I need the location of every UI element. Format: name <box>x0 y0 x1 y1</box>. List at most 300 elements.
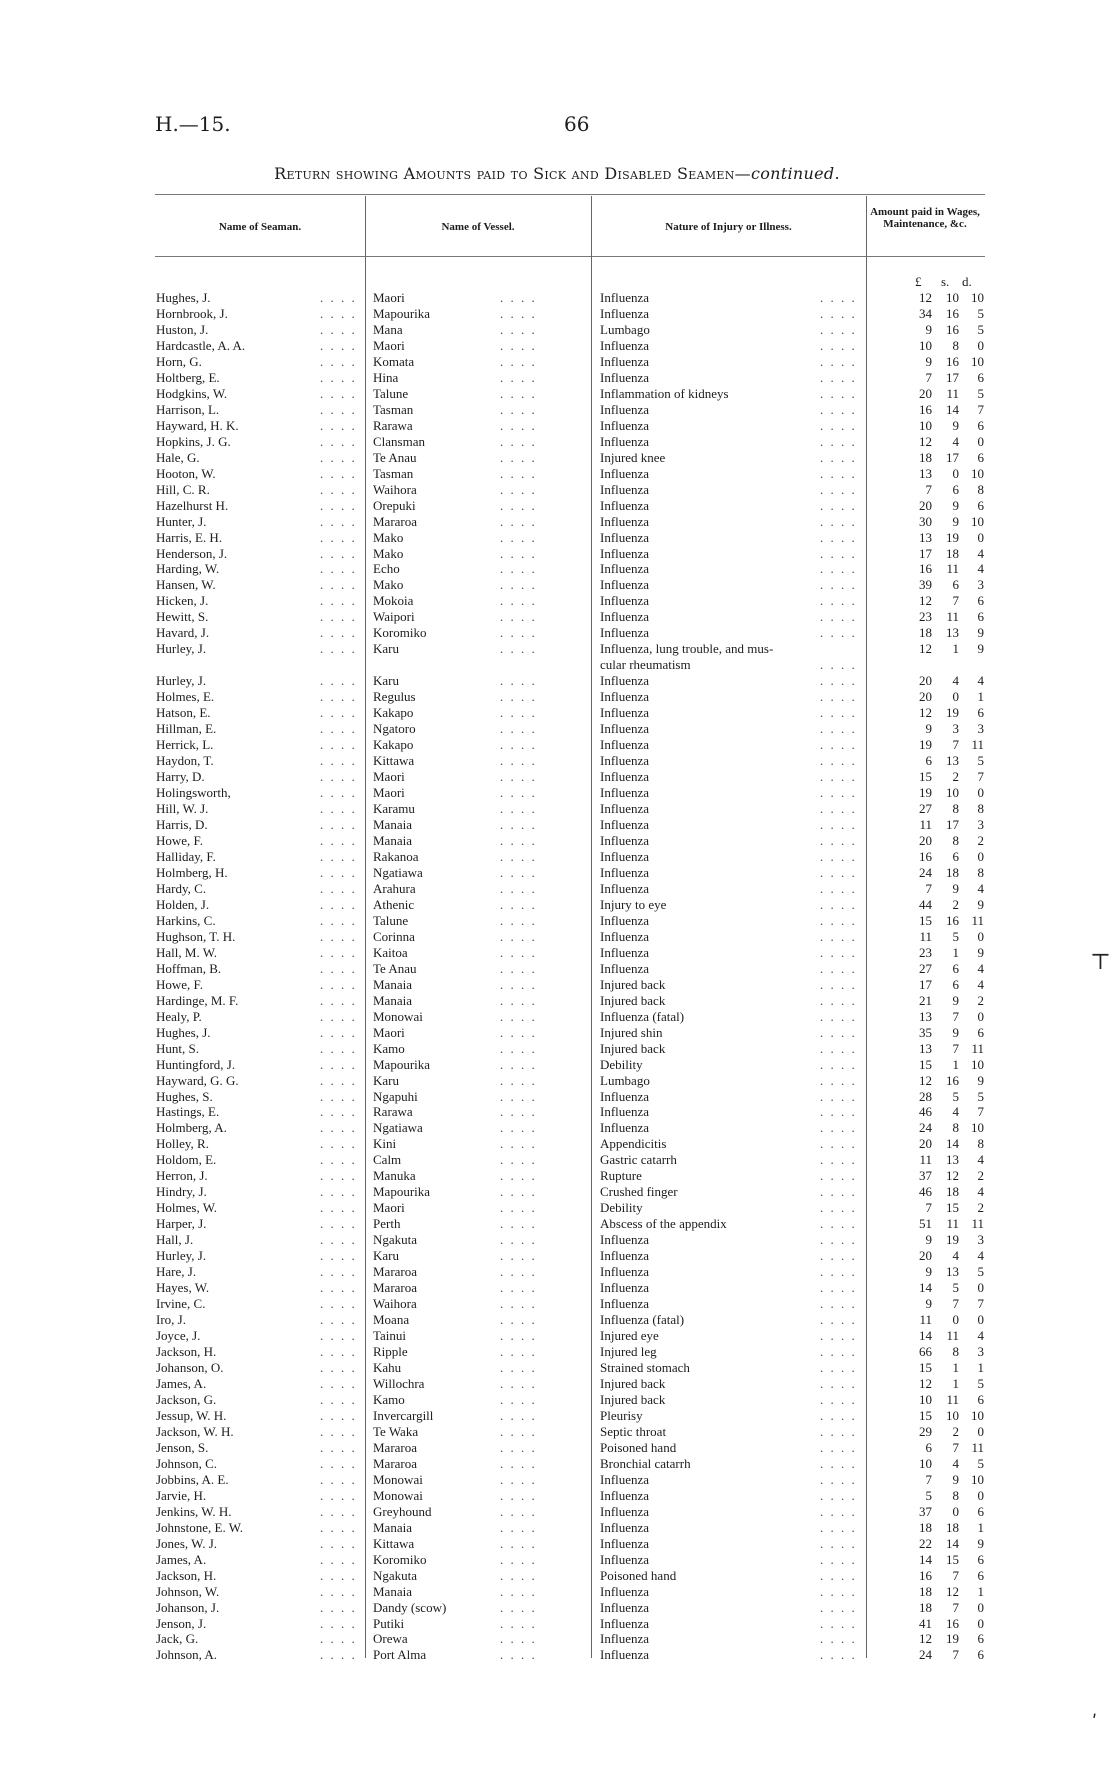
pence-value: 6 <box>977 1647 984 1662</box>
pounds-value: 12 <box>919 593 932 608</box>
leader-dots: . . . . <box>500 785 537 800</box>
injury-description: Influenza <box>600 673 650 688</box>
leader-dots: . . . . <box>500 1600 537 1615</box>
seaman-name: Hillman, E. <box>156 721 217 736</box>
vessel-name: Kahu <box>373 1360 402 1375</box>
leader-dots: . . . . <box>320 577 357 592</box>
vessel-name: Kakapo <box>373 737 414 752</box>
leader-dots: . . . . <box>500 977 537 992</box>
pence-value: 6 <box>977 498 984 513</box>
injury-description: Influenza <box>600 1104 650 1119</box>
seaman-name: Hale, G. <box>156 450 200 465</box>
injury-description: Bronchial catarrh <box>600 1456 691 1471</box>
pence-heading: d. <box>962 274 972 289</box>
injury-description: cular rheumatism <box>600 657 691 672</box>
leader-dots: . . . . <box>500 1232 537 1247</box>
leader-dots: . . . . <box>320 1312 357 1327</box>
leader-dots: . . . . <box>320 482 357 497</box>
leader-dots: . . . . <box>500 1488 537 1503</box>
leader-dots: . . . . <box>500 913 537 928</box>
pence-value: 10 <box>971 1120 984 1135</box>
leader-dots: . . . . <box>500 1025 537 1040</box>
seaman-name: Hare, J. <box>156 1264 197 1279</box>
shillings-value: 1 <box>952 945 959 960</box>
vessel-name: Manuka <box>373 1168 416 1183</box>
leader-dots: . . . . <box>500 993 537 1008</box>
pounds-value: 18 <box>919 450 932 465</box>
margin-tick: ʹ <box>1092 1712 1098 1733</box>
leader-dots: . . . . <box>820 1344 857 1359</box>
injury-description: Injured back <box>600 1376 666 1391</box>
table-row <box>0 1184 1114 1200</box>
shillings-value: 6 <box>952 849 959 864</box>
table-row <box>0 785 1114 801</box>
injury-description: Influenza <box>600 849 650 864</box>
seaman-name: Johnson, A. <box>156 1647 218 1662</box>
leader-dots: . . . . <box>820 402 857 417</box>
leader-dots: . . . . <box>320 1456 357 1471</box>
pounds-value: 10 <box>919 418 932 433</box>
table-row <box>0 1152 1114 1168</box>
pence-value: 8 <box>977 865 984 880</box>
pounds-value: 17 <box>919 977 932 992</box>
table-row <box>0 1216 1114 1232</box>
leader-dots: . . . . <box>500 1280 537 1295</box>
shillings-value: 18 <box>946 546 959 561</box>
leader-dots: . . . . <box>820 561 857 576</box>
injury-description: Influenza <box>600 721 650 736</box>
table-row <box>0 1200 1114 1216</box>
vessel-name: Talune <box>373 913 409 928</box>
leader-dots: . . . . <box>500 849 537 864</box>
vessel-name: Manaia <box>373 1520 412 1535</box>
seaman-name: Iro, J. <box>156 1312 186 1327</box>
table-row <box>0 514 1114 530</box>
vessel-name: Clansman <box>373 434 425 449</box>
leader-dots: . . . . <box>500 1009 537 1024</box>
leader-dots: . . . . <box>320 386 357 401</box>
pence-value: 10 <box>971 354 984 369</box>
pounds-value: 17 <box>919 546 932 561</box>
pence-value: 9 <box>977 945 984 960</box>
pounds-value: 14 <box>919 1552 932 1567</box>
table-row <box>0 1392 1114 1408</box>
table-row <box>0 1057 1114 1073</box>
leader-dots: . . . . <box>320 1200 357 1215</box>
leader-dots: . . . . <box>320 1136 357 1151</box>
leader-dots: . . . . <box>500 1536 537 1551</box>
leader-dots: . . . . <box>820 434 857 449</box>
injury-description: Injured eye <box>600 1328 659 1343</box>
pounds-value: 11 <box>919 1152 932 1167</box>
leader-dots: . . . . <box>820 1184 857 1199</box>
leader-dots: . . . . <box>820 817 857 832</box>
vessel-name: Mararoa <box>373 1280 418 1295</box>
vessel-name: Mako <box>373 546 404 561</box>
table-row <box>0 1488 1114 1504</box>
leader-dots: . . . . <box>320 993 357 1008</box>
shillings-value: 14 <box>946 402 959 417</box>
table-row <box>0 577 1114 593</box>
leader-dots: . . . . <box>500 306 537 321</box>
seaman-name: Hayward, H. K. <box>156 418 239 433</box>
pence-value: 8 <box>977 482 984 497</box>
leader-dots: . . . . <box>320 641 357 656</box>
pounds-value: 66 <box>919 1344 932 1359</box>
pounds-value: 20 <box>919 386 932 401</box>
injury-description: Influenza <box>600 1089 650 1104</box>
table-row <box>0 466 1114 482</box>
leader-dots: . . . . <box>500 1184 537 1199</box>
leader-dots: . . . . <box>320 673 357 688</box>
vessel-name: Te Anau <box>373 961 417 976</box>
page-number: 66 <box>564 112 590 136</box>
pence-value: 10 <box>971 466 984 481</box>
shillings-value: 10 <box>946 290 959 305</box>
pence-value: 5 <box>977 1264 984 1279</box>
leader-dots: . . . . <box>320 593 357 608</box>
vessel-name: Mapourika <box>373 306 431 321</box>
leader-dots: . . . . <box>320 1631 357 1646</box>
leader-dots: . . . . <box>500 817 537 832</box>
pence-value: 5 <box>977 1089 984 1104</box>
shillings-value: 9 <box>952 1472 959 1487</box>
leader-dots: . . . . <box>500 1584 537 1599</box>
pence-value: 7 <box>977 1296 984 1311</box>
leader-dots: . . . . <box>320 322 357 337</box>
pounds-value: 12 <box>919 705 932 720</box>
shillings-value: 19 <box>946 530 959 545</box>
leader-dots: . . . . <box>500 498 537 513</box>
injury-description: Influenza <box>600 689 650 704</box>
shillings-value: 9 <box>952 418 959 433</box>
seaman-name: Horn, G. <box>156 354 202 369</box>
leader-dots: . . . . <box>320 450 357 465</box>
vessel-name: Mararoa <box>373 1456 418 1471</box>
pence-value: 6 <box>977 1392 984 1407</box>
table-row <box>0 1120 1114 1136</box>
injury-description: Debility <box>600 1200 643 1215</box>
leader-dots: . . . . <box>500 881 537 896</box>
pence-value: 4 <box>977 1152 984 1167</box>
vessel-name: Manaia <box>373 993 412 1008</box>
pounds-value: 34 <box>919 306 932 321</box>
leader-dots: . . . . <box>320 817 357 832</box>
vessel-name: Waipori <box>373 609 415 624</box>
title-continued: continued. <box>750 164 840 183</box>
injury-description: Influenza <box>600 1248 650 1263</box>
leader-dots: . . . . <box>320 1152 357 1167</box>
injury-description: Influenza <box>600 546 650 561</box>
pounds-value: 15 <box>919 1360 932 1375</box>
leader-dots: . . . . <box>500 865 537 880</box>
seaman-name: Johanson, J. <box>156 1600 220 1615</box>
injury-description: Influenza <box>600 514 650 529</box>
pounds-value: 20 <box>919 1136 932 1151</box>
table-row <box>0 1631 1114 1647</box>
pounds-value: 9 <box>925 721 932 736</box>
seaman-name: Howe, F. <box>156 833 203 848</box>
seaman-name: Jackson, H. <box>156 1568 217 1583</box>
pounds-value: 39 <box>919 577 932 592</box>
pounds-value: 9 <box>925 1296 932 1311</box>
table-row <box>0 354 1114 370</box>
shillings-value: 8 <box>952 1488 959 1503</box>
pence-value: 7 <box>977 769 984 784</box>
table-row <box>0 673 1114 689</box>
leader-dots: . . . . <box>320 1440 357 1455</box>
pounds-value: 35 <box>919 1025 932 1040</box>
vessel-name: Mararoa <box>373 1440 418 1455</box>
pounds-value: 12 <box>919 290 932 305</box>
leader-dots: . . . . <box>320 1647 357 1662</box>
vessel-name: Maori <box>373 769 405 784</box>
shillings-value: 4 <box>952 434 959 449</box>
table-row <box>0 1296 1114 1312</box>
injury-description: Injury to eye <box>600 897 667 912</box>
leader-dots: . . . . <box>820 1456 857 1471</box>
shillings-value: 4 <box>952 673 959 688</box>
leader-dots: . . . . <box>320 1216 357 1231</box>
leader-dots: . . . . <box>820 1280 857 1295</box>
vessel-name: Tasman <box>373 402 414 417</box>
shillings-value: 7 <box>952 1009 959 1024</box>
seaman-name: Jackson, G. <box>156 1392 217 1407</box>
pence-value: 0 <box>977 434 984 449</box>
pounds-value: 37 <box>919 1504 932 1519</box>
leader-dots: . . . . <box>500 721 537 736</box>
injury-description: Influenza (fatal) <box>600 1312 685 1327</box>
table-row <box>0 705 1114 721</box>
shillings-value: 1 <box>952 1360 959 1375</box>
vessel-name: Te Waka <box>373 1424 419 1439</box>
leader-dots: . . . . <box>320 1025 357 1040</box>
table-row <box>0 1264 1114 1280</box>
pence-value: 3 <box>977 1232 984 1247</box>
pence-value: 6 <box>977 370 984 385</box>
shillings-value: 5 <box>952 1280 959 1295</box>
table-row <box>0 530 1114 546</box>
leader-dots: . . . . <box>820 1616 857 1631</box>
pounds-value: 14 <box>919 1280 932 1295</box>
leader-dots: . . . . <box>320 561 357 576</box>
leader-dots: . . . . <box>320 306 357 321</box>
injury-description: Influenza <box>600 418 650 433</box>
vessel-name: Corinna <box>373 929 415 944</box>
pence-value: 0 <box>977 849 984 864</box>
seaman-name: Huston, J. <box>156 322 209 337</box>
pounds-value: 11 <box>919 929 932 944</box>
leader-dots: . . . . <box>820 482 857 497</box>
table-row <box>0 1328 1114 1344</box>
seaman-name: Holtberg, E. <box>156 370 220 385</box>
leader-dots: . . . . <box>500 1089 537 1104</box>
pounds-value: 16 <box>919 402 932 417</box>
seaman-name: Huntingford, J. <box>156 1057 236 1072</box>
pence-value: 4 <box>977 1248 984 1263</box>
vessel-name: Mako <box>373 530 404 545</box>
injury-description: Influenza <box>600 1631 650 1646</box>
leader-dots: . . . . <box>500 1392 537 1407</box>
leader-dots: . . . . <box>820 1216 857 1231</box>
leader-dots: . . . . <box>320 1264 357 1279</box>
table-row <box>0 929 1114 945</box>
pence-value: 2 <box>977 833 984 848</box>
leader-dots: . . . . <box>320 721 357 736</box>
shillings-value: 18 <box>946 865 959 880</box>
vessel-name: Mapourika <box>373 1184 431 1199</box>
seaman-name: Halliday, F. <box>156 849 216 864</box>
vessel-name: Maori <box>373 1200 405 1215</box>
vessel-name: Kamo <box>373 1041 405 1056</box>
vessel-name: Waihora <box>373 482 417 497</box>
shillings-value: 11 <box>946 609 959 624</box>
seaman-name: Hunt, S. <box>156 1041 199 1056</box>
pounds-value: 27 <box>919 961 932 976</box>
injury-description: Influenza <box>600 561 650 576</box>
seaman-name: Hewitt, S. <box>156 609 209 624</box>
table-row <box>0 1104 1114 1120</box>
pounds-value: 12 <box>919 1631 932 1646</box>
leader-dots: . . . . <box>320 769 357 784</box>
pence-value: 0 <box>977 1600 984 1615</box>
vessel-name: Kittawa <box>373 753 415 768</box>
injury-description: Injured knee <box>600 450 666 465</box>
table-row <box>0 386 1114 402</box>
pence-value: 1 <box>977 1360 984 1375</box>
seaman-name: Herron, J. <box>156 1168 208 1183</box>
shillings-value: 8 <box>952 1344 959 1359</box>
pence-value: 5 <box>977 386 984 401</box>
table-row <box>0 450 1114 466</box>
seaman-name: Jackson, H. <box>156 1344 217 1359</box>
leader-dots: . . . . <box>820 386 857 401</box>
leader-dots: . . . . <box>320 290 357 305</box>
pence-value: 0 <box>977 1280 984 1295</box>
leader-dots: . . . . <box>820 849 857 864</box>
leader-dots: . . . . <box>500 1520 537 1535</box>
pounds-value: 10 <box>919 338 932 353</box>
leader-dots: . . . . <box>500 1296 537 1311</box>
pence-value: 2 <box>977 1168 984 1183</box>
seaman-name: Holmes, E. <box>156 689 215 704</box>
pounds-value: 13 <box>919 1041 932 1056</box>
pounds-value: 30 <box>919 514 932 529</box>
injury-description: Rupture <box>600 1168 642 1183</box>
leader-dots: . . . . <box>820 1536 857 1551</box>
vessel-name: Ngatoro <box>373 721 416 736</box>
seaman-name: Harding, W. <box>156 561 220 576</box>
injury-description: Influenza <box>600 290 650 305</box>
shillings-value: 10 <box>946 1408 959 1423</box>
seaman-name: Healy, P. <box>156 1009 202 1024</box>
pence-value: 10 <box>971 514 984 529</box>
pence-value: 0 <box>977 1424 984 1439</box>
pounds-value: 23 <box>919 609 932 624</box>
leader-dots: . . . . <box>320 1184 357 1199</box>
table-row <box>0 833 1114 849</box>
pence-value: 10 <box>971 1408 984 1423</box>
leader-dots: . . . . <box>820 1136 857 1151</box>
vessel-name: Mararoa <box>373 1264 418 1279</box>
table-row <box>0 1600 1114 1616</box>
leader-dots: . . . . <box>820 897 857 912</box>
leader-dots: . . . . <box>500 1200 537 1215</box>
table-row <box>0 945 1114 961</box>
vessel-name: Talune <box>373 386 409 401</box>
injury-description: Influenza <box>600 769 650 784</box>
seaman-name: Holley, R. <box>156 1136 209 1151</box>
shillings-value: 9 <box>952 1025 959 1040</box>
leader-dots: . . . . <box>500 1041 537 1056</box>
leader-dots: . . . . <box>820 1472 857 1487</box>
vessel-name: Manaia <box>373 1584 412 1599</box>
leader-dots: . . . . <box>320 961 357 976</box>
leader-dots: . . . . <box>320 434 357 449</box>
pence-value: 6 <box>977 450 984 465</box>
leader-dots: . . . . <box>820 1488 857 1503</box>
pounds-value: 46 <box>919 1104 932 1119</box>
pence-value: 0 <box>977 1616 984 1631</box>
pounds-value: 12 <box>919 1073 932 1088</box>
shillings-heading: s. <box>941 274 950 289</box>
shillings-value: 2 <box>952 1424 959 1439</box>
pence-value: 9 <box>977 625 984 640</box>
seaman-name: Hansen, W. <box>156 577 216 592</box>
pence-value: 6 <box>977 1504 984 1519</box>
leader-dots: . . . . <box>820 1200 857 1215</box>
leader-dots: . . . . <box>820 1631 857 1646</box>
pence-value: 4 <box>977 881 984 896</box>
vessel-name: Ripple <box>373 1344 408 1359</box>
seaman-name: Haydon, T. <box>156 753 214 768</box>
document-id: H.—15. <box>155 112 231 136</box>
leader-dots: . . . . <box>320 498 357 513</box>
seaman-name: Hazelhurst H. <box>156 498 229 513</box>
table-row <box>0 1440 1114 1456</box>
shillings-value: 15 <box>946 1552 959 1567</box>
seaman-name: Hunter, J. <box>156 514 207 529</box>
table-row <box>0 1456 1114 1472</box>
seaman-name: Jenson, S. <box>156 1440 209 1455</box>
leader-dots: . . . . <box>820 514 857 529</box>
pence-value: 6 <box>977 705 984 720</box>
table-row <box>0 801 1114 817</box>
leader-dots: . . . . <box>820 1392 857 1407</box>
leader-dots: . . . . <box>500 1647 537 1662</box>
seaman-name: Hayes, W. <box>156 1280 210 1295</box>
column-header-injury: Nature of Injury or Illness. <box>665 221 792 233</box>
shillings-value: 13 <box>946 625 959 640</box>
pounds-value: 6 <box>925 753 932 768</box>
vessel-name: Monowai <box>373 1009 423 1024</box>
pence-value: 1 <box>977 689 984 704</box>
leader-dots: . . . . <box>820 450 857 465</box>
leader-dots: . . . . <box>820 721 857 736</box>
leader-dots: . . . . <box>320 1376 357 1391</box>
shillings-value: 4 <box>952 1248 959 1263</box>
vessel-name: Komata <box>373 354 415 369</box>
shillings-value: 14 <box>946 1536 959 1551</box>
shillings-value: 4 <box>952 1456 959 1471</box>
seaman-name: Joyce, J. <box>156 1328 201 1343</box>
leader-dots: . . . . <box>320 1408 357 1423</box>
pounds-value: 16 <box>919 1568 932 1583</box>
leader-dots: . . . . <box>320 1089 357 1104</box>
pence-value: 6 <box>977 593 984 608</box>
vessel-name: Koromiko <box>373 625 427 640</box>
leader-dots: . . . . <box>820 961 857 976</box>
